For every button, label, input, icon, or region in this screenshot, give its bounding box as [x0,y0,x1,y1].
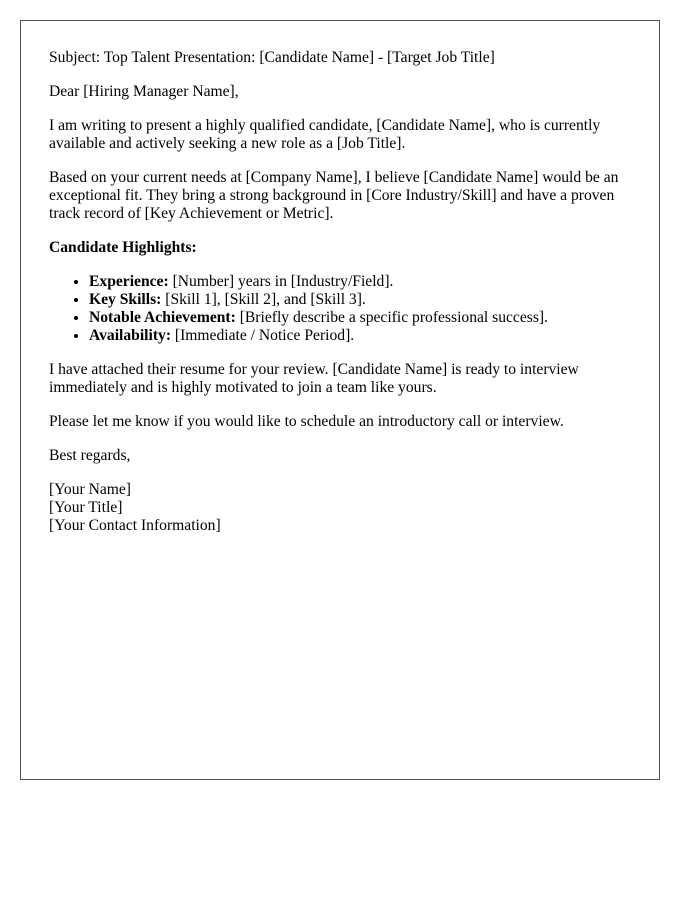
highlight-text: [Briefly describe a specific professional success]. [235,309,548,326]
request-paragraph: Please let me know if you would like to schedule an introductory call or interview. [49,413,564,430]
highlights-list [49,273,631,345]
subject-line: Subject: Top Talent Presentation: [Candidate Name] - [Target Job Title] [49,49,495,66]
attachment-paragraph: I have attached their resume for your review. [Candidate Name] is ready to interview immediately and is highly motivated to join a team like yours. [49,361,579,396]
highlight-label: Experience: [89,273,169,290]
letter-document [20,20,660,780]
highlight-text: [Immediate / Notice Period]. [171,327,355,344]
highlight-text: [Skill 1], [Skill 2], and [Skill 3]. [161,291,366,308]
signature-block [49,481,631,535]
greeting: Dear [Hiring Manager Name], [49,83,239,100]
signature-title: [Your Title] [49,499,123,516]
intro-paragraph: I am writing to present a highly qualified candidate, [Candidate Name], who is currently available and actively seeking a new role as a [Job Title]. [49,117,601,152]
highlight-label: Notable Achievement: [89,309,236,326]
fit-paragraph: Based on your current needs at [Company Name], I believe [Candidate Name] would be an exceptional fit. They bring a strong background in [Core Industry/Skill] and have a proven track record of [Key Achievement or Metric]. [49,169,619,222]
signature-contact: [Your Contact Information] [49,517,221,534]
highlight-label: Key Skills: [89,291,162,308]
highlight-item-availability [89,327,631,345]
signature-name: [Your Name] [49,481,132,498]
highlight-label: Availability: [89,327,172,344]
highlight-item-experience [89,273,631,291]
highlight-item-key-skills [89,291,631,309]
highlight-item-achievement [89,309,631,327]
highlight-text: [Number] years in [Industry/Field]. [168,273,394,290]
highlights-heading: Candidate Highlights: [49,239,197,256]
signoff: Best regards, [49,447,131,464]
